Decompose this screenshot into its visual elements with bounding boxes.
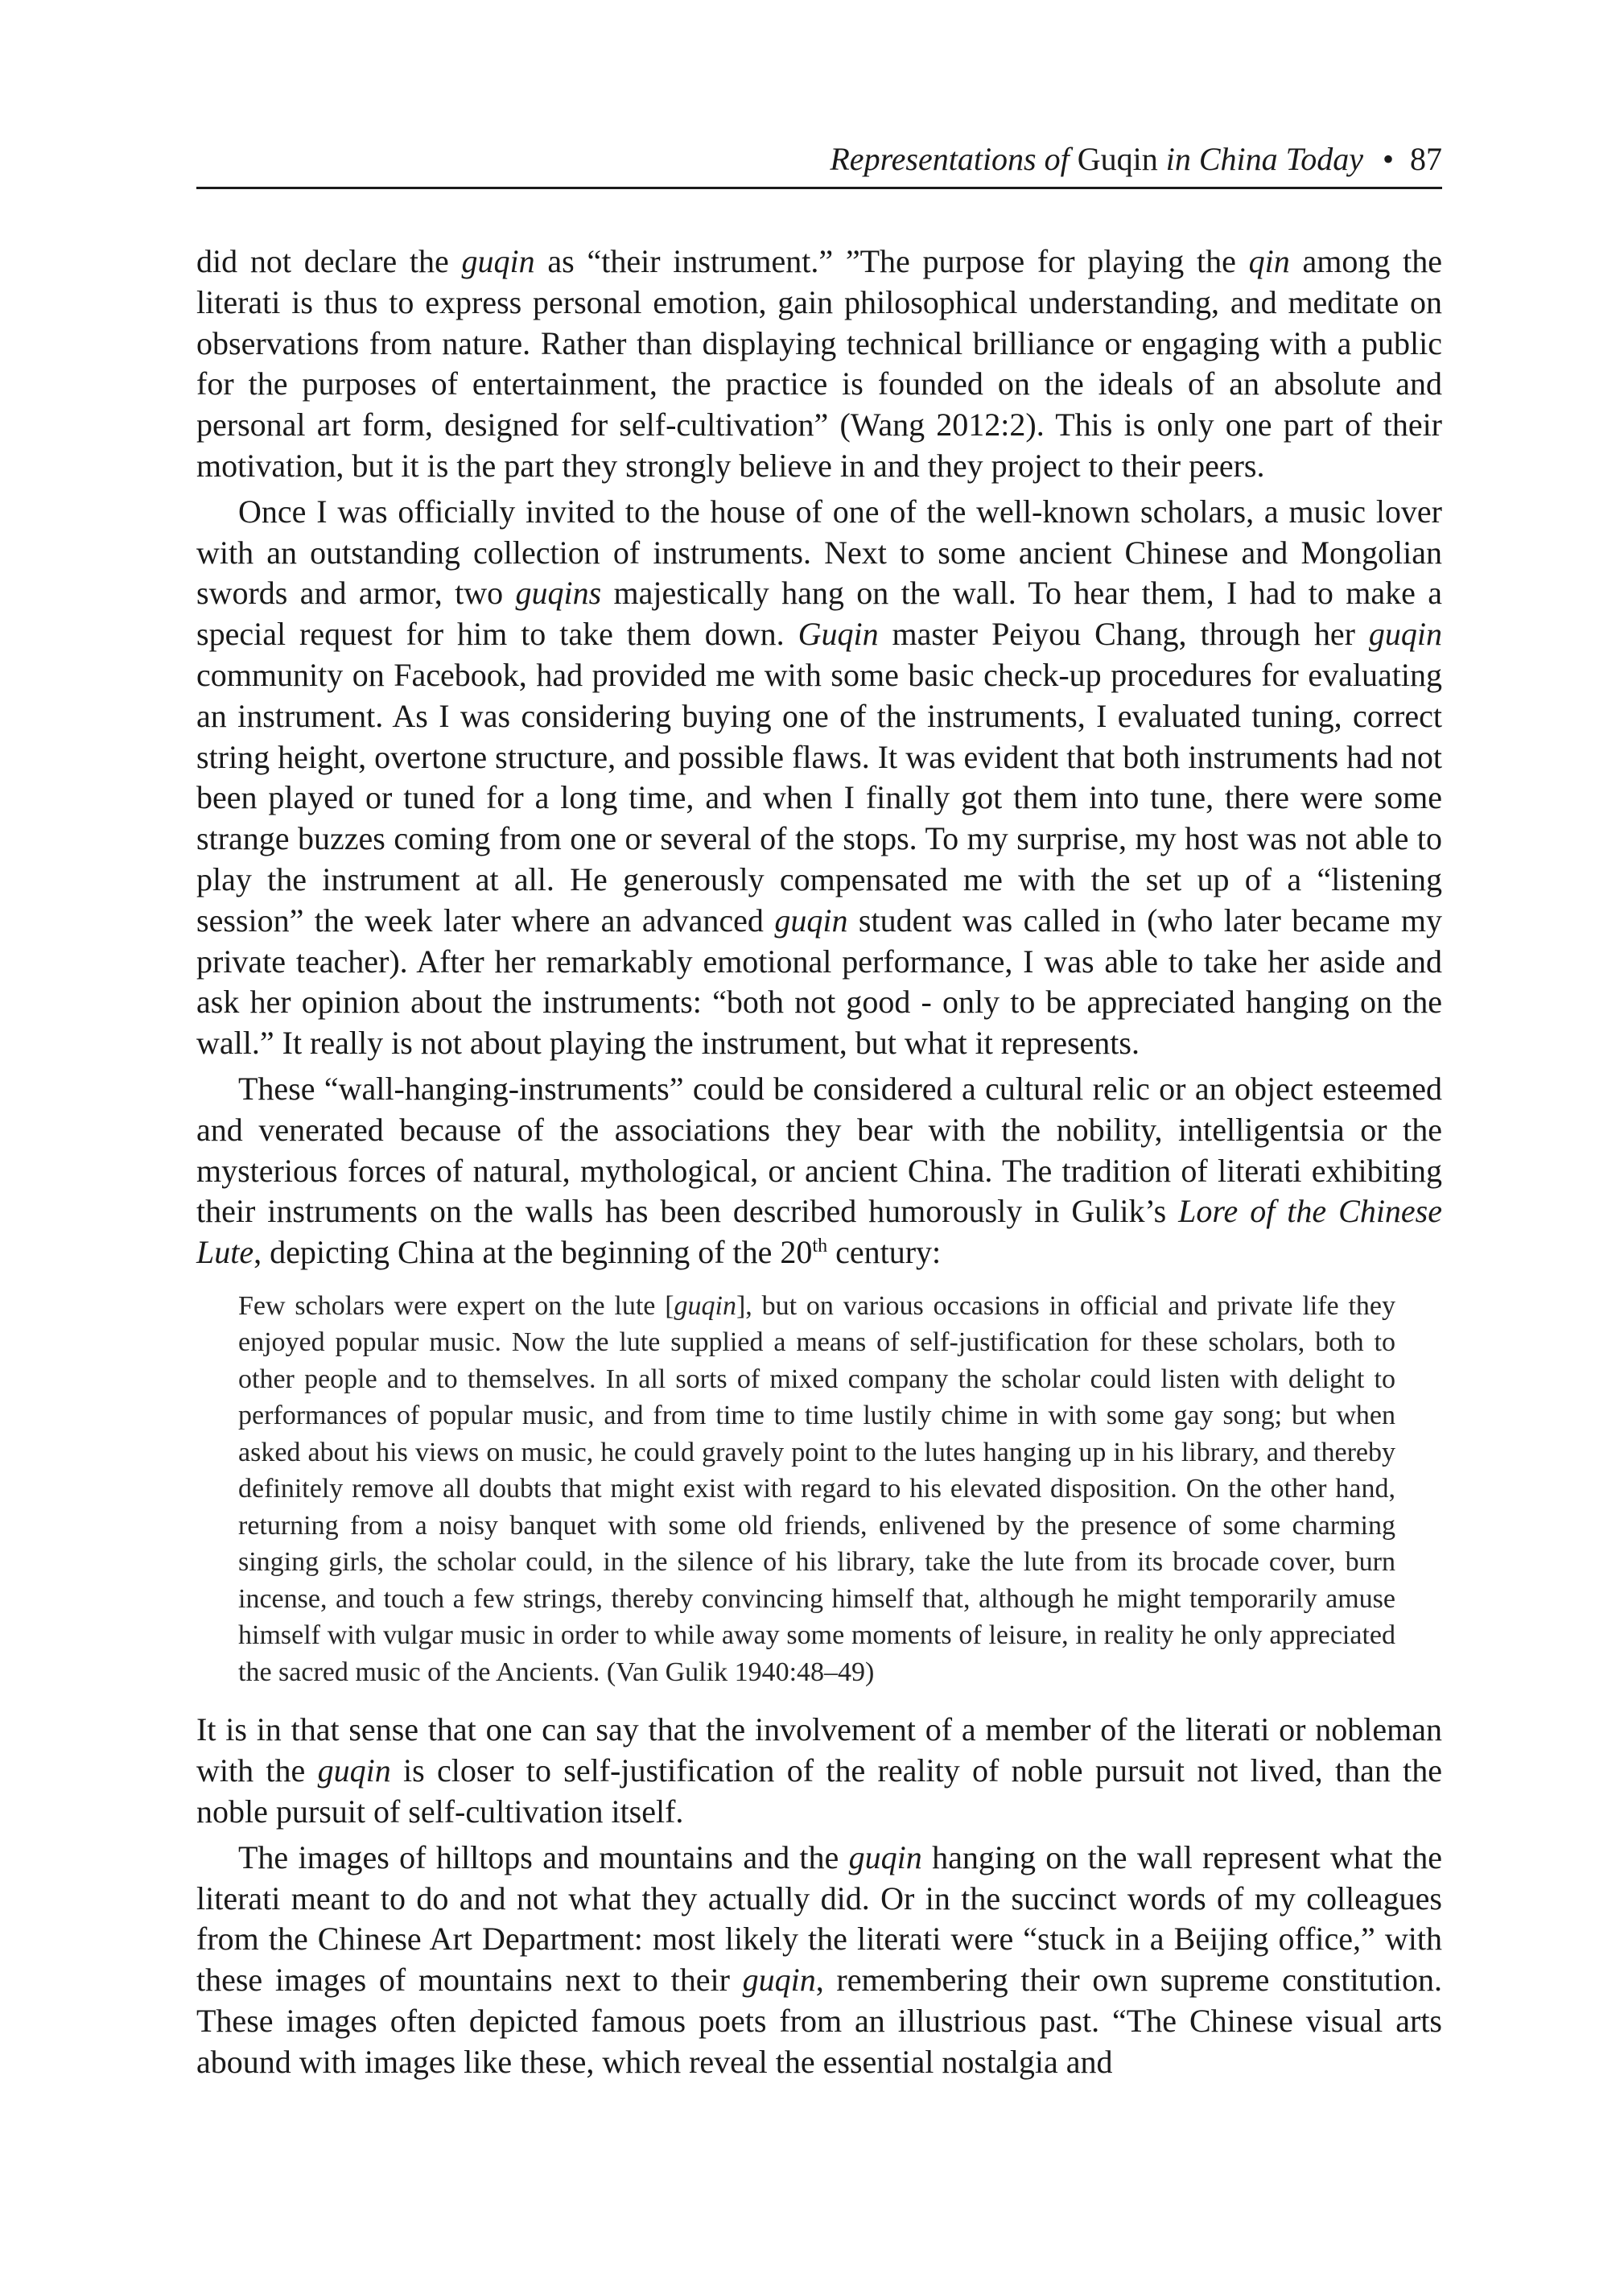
italic-term: Guqin — [798, 616, 879, 653]
page-number: 87 — [1410, 141, 1442, 177]
text-run: hanging on the wall represent what the literati meant to do and not what they actually did. Or in the succinct words of my colleagues from the Chinese Art Department: most likely the literati were “stuck in a Beijing office,” with these images of mountains next to their — [196, 1838, 1442, 1999]
text-run: century: — [827, 1234, 942, 1271]
running-head-title-part3: in China Today — [1157, 141, 1363, 177]
paragraph-1 — [196, 241, 1442, 487]
paragraph-2 — [196, 492, 1442, 1064]
text-run: community on Facebook, had provided me with some basic check-up procedures for evaluating an instrument. As I was considering buying one of the instruments, I evaluated tuning, correct string height, overtone structure, and possible flaws. It was evident that both instruments had not been played or tuned for a long time, and when I finally got them into tune, there were some strange buzzes coming from one or several of the stops. To my surprise, my host was not able to play the instrument at all. He generously compensated me with the set up of a “listening session” the week later where an advanced — [196, 656, 1442, 939]
body-text — [196, 241, 1442, 2088]
text-run: Once I was officially invited to the house of one of the well-known scholars, a music lover with an outstanding collection of instruments. Next to some ancient Chinese and Mongolian swords and armor, two — [196, 493, 1442, 612]
text-run: It is in that sense that one can say that the involvement of a member of the literati or nobleman with the — [196, 1711, 1442, 1789]
block-quote — [238, 1288, 1395, 1691]
text-run: as “their instrument.” ”The purpose for playing the — [534, 243, 1249, 279]
running-head — [830, 137, 1442, 182]
text-run: , remembering their own supreme constitution. These images often depicted famous poets from an illustrious past. “The Chinese visual arts abound with images like these, which reveal the essential nostalgia and — [196, 1962, 1442, 2080]
text-run: master Peiyou Chang, through her — [878, 616, 1369, 653]
text-run: ], but on various occasions in official and private life they enjoyed popular music. Now the lute supplied a means of self-justification for these scholars, both to other people and to themselves. In all sorts of mixed company the scholar could listen with delight to performances of popular music, and from time to time lustily chime in with some gay song; but when asked about his views on music, he could gravely point to the lutes hanging up in his library, and thereby definitely remove all doubts that might exist with regard to his elevated disposition. On the other hand, returning from a noisy banquet with some old friends, enlivened by the presence of some charming singing girls, the scholar could, in the silence of his library, take the lute from its brocade cover, burn incense, and touch a few strings, thereby convincing himself that, although he might temporarily amuse himself with vulgar music in order to while away some moments of leisure, in reality he only appreciated the sacred music of the Ancients. (Van Gulik 1940:48–49) — [238, 1290, 1395, 1687]
italic-term: guqin — [461, 243, 535, 279]
text-run: These “wall-hanging-instruments” could be considered a cultural relic or an object esteemed and venerated because of the associations they bear with the nobility, intelligentsia or the mysterious forces of natural, mythological, or ancient China. The tradition of literati exhibiting their instruments on the walls has been described humorously in Gulik’s — [196, 1070, 1442, 1230]
italic-term: guqin — [848, 1838, 922, 1875]
italic-term: guqins — [515, 575, 602, 612]
ordinal-superscript: th — [812, 1236, 828, 1257]
text-run: student was called in (who later became my private teacher). After her remarkably emotional performance, I was able to take her aside and ask her opinion about the instruments: “both not good - only to be appreciated hanging on the wall.” It really is not about playing the instrument, but what it represents. — [196, 902, 1443, 1062]
running-head-separator: • — [1382, 141, 1394, 177]
italic-term: guqin — [317, 1752, 391, 1789]
italic-term: qin — [1248, 243, 1290, 279]
italic-term: guqin — [1368, 616, 1443, 653]
text-run: The images of hilltops and mountains and the — [238, 1838, 849, 1875]
italic-term: guqin — [674, 1290, 736, 1321]
header-rule — [196, 187, 1442, 189]
paragraph-5 — [196, 1838, 1442, 2083]
paragraph-4 — [196, 1710, 1442, 1832]
text-run: is closer to self-justification of the reality of noble pursuit not lived, than the noble pursuit of self-cultivation itself. — [196, 1752, 1443, 1830]
text-run: , depicting China at the beginning of the 20 — [253, 1234, 813, 1271]
text-run: did not declare the — [196, 243, 462, 279]
running-head-title-part2: Guqin — [1077, 141, 1158, 177]
text-run: among the literati is thus to express personal emotion, gain philosophical understanding, and meditate on observations from nature. Rather than displaying technical brilliance or engaging with a public for the purposes of entertainment, the practice is founded on the ideals of an absolute and personal art form, designed for self-cultivation” (Wang 2012:2). This is only one part of their motivation, but it is the part they strongly believe in and they project to their peers. — [196, 243, 1443, 484]
paragraph-3 — [196, 1069, 1442, 1273]
text-run: Few scholars were expert on the lute [ — [238, 1290, 674, 1321]
italic-term: guqin — [742, 1962, 816, 1999]
italic-term: guqin — [774, 902, 848, 939]
text-run: majestically hang on the wall. To hear them, I had to make a special request for him to take them down. — [196, 575, 1443, 653]
running-head-title-part1: Representations of — [830, 141, 1078, 177]
book-title: Lore of the Chinese Lute — [196, 1193, 1443, 1271]
